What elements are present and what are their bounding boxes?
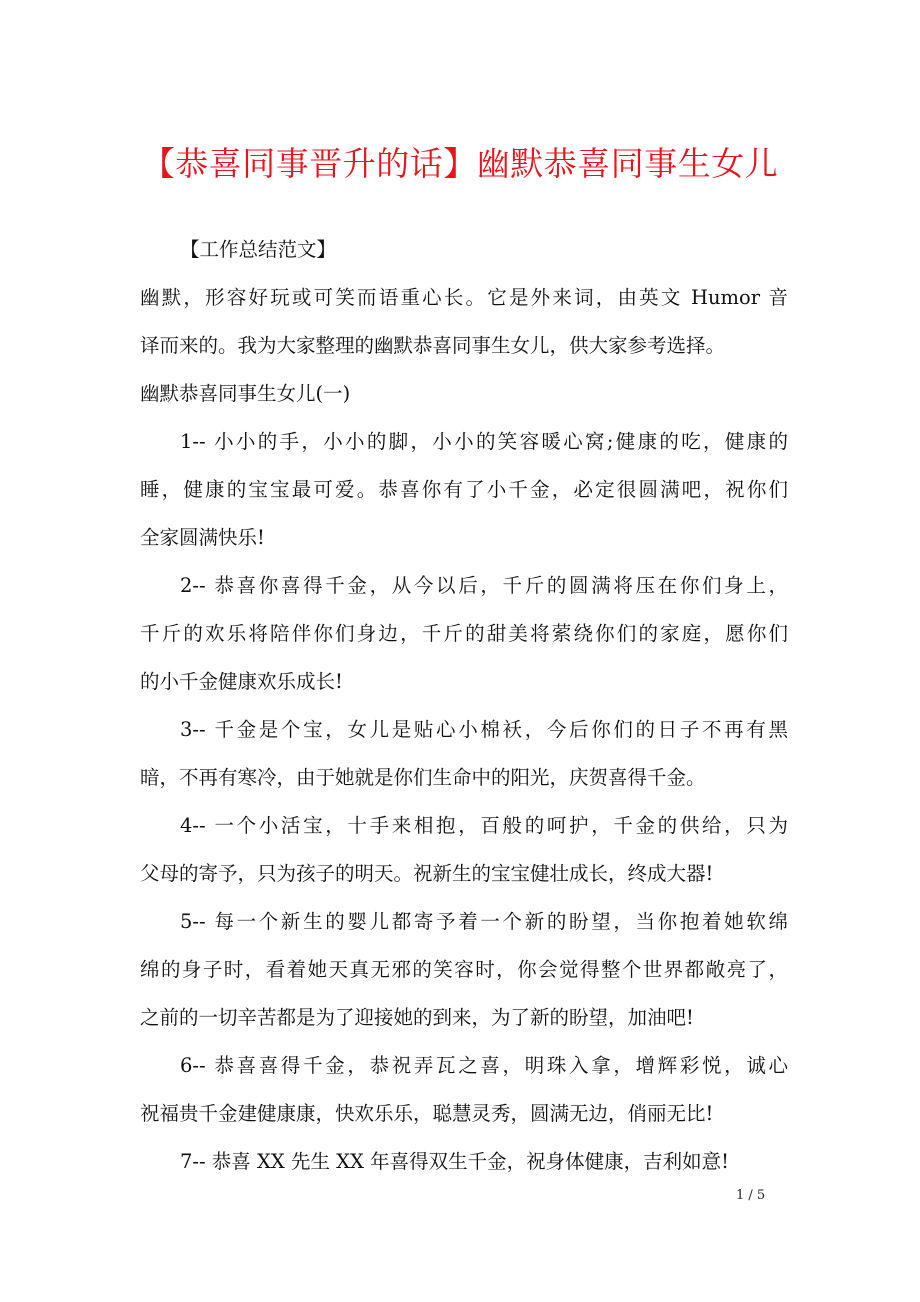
intro-line: 幽默，形容好玩或可笑而语重心长。它是外来词，由英文 Humor 音 <box>140 286 788 309</box>
page-number: 1 / 5 <box>736 1188 766 1203</box>
list-item-line: 4-- 一个小活宝，十手来相抱，百般的呵护，千金的供给，只为 <box>180 814 788 837</box>
list-item-line: 祝福贵千金建健康康，快欢乐乐，聪慧灵秀，圆满无边，俏丽无比! <box>140 1102 714 1125</box>
section-heading: 幽默恭喜同事生女儿(一) <box>140 382 351 405</box>
list-item-line: 全家圆满快乐! <box>140 526 265 549</box>
list-item-line: 父母的寄予，只为孩子的明天。祝新生的宝宝健壮成长，终成大器! <box>140 862 714 885</box>
list-item-line: 5-- 每一个新生的婴儿都寄予着一个新的盼望，当你抱着她软绵 <box>180 910 788 933</box>
list-item-line: 1-- 小小的手，小小的脚，小小的笑容暖心窝;健康的吃，健康的 <box>180 430 788 453</box>
list-item-line: 之前的一切辛苦都是为了迎接她的到来，为了新的盼望，加油吧! <box>140 1006 694 1029</box>
list-item-line: 3-- 千金是个宝，女儿是贴心小棉袄，今后你们的日子不再有黑 <box>180 718 788 741</box>
list-item-line: 绵的身子时，看着她天真无邪的笑容时，你会觉得整个世界都敞亮了， <box>140 958 788 981</box>
list-item-line: 7-- 恭喜 XX 先生 XX 年喜得双生千金，祝身体健康，吉利如意! <box>180 1150 729 1173</box>
list-item-line: 暗，不再有寒冷，由于她就是你们生命中的阳光，庆贺喜得千金。 <box>140 766 706 789</box>
category-tag: 【工作总结范文】 <box>180 238 337 261</box>
list-item-line: 6-- 恭喜喜得千金，恭祝弄瓦之喜，明珠入拿，增辉彩悦，诚心 <box>180 1054 788 1077</box>
document-title: 【恭喜同事晋升的话】幽默恭喜同事生女儿 <box>141 144 779 183</box>
list-item-line: 睡，健康的宝宝最可爱。恭喜你有了小千金，必定很圆满吧，祝你们 <box>140 478 788 501</box>
intro-line: 译而来的。我为大家整理的幽默恭喜同事生女儿，供大家参考选择。 <box>140 334 726 357</box>
list-item-line: 的小千金健康欢乐成长! <box>140 670 343 693</box>
list-item-line: 2-- 恭喜你喜得千金，从今以后，千斤的圆满将压在你们身上， <box>180 574 788 597</box>
document-body <box>140 226 788 1186</box>
list-item-line: 千斤的欢乐将陪伴你们身边，千斤的甜美将萦绕你们的家庭，愿你们 <box>140 622 788 645</box>
